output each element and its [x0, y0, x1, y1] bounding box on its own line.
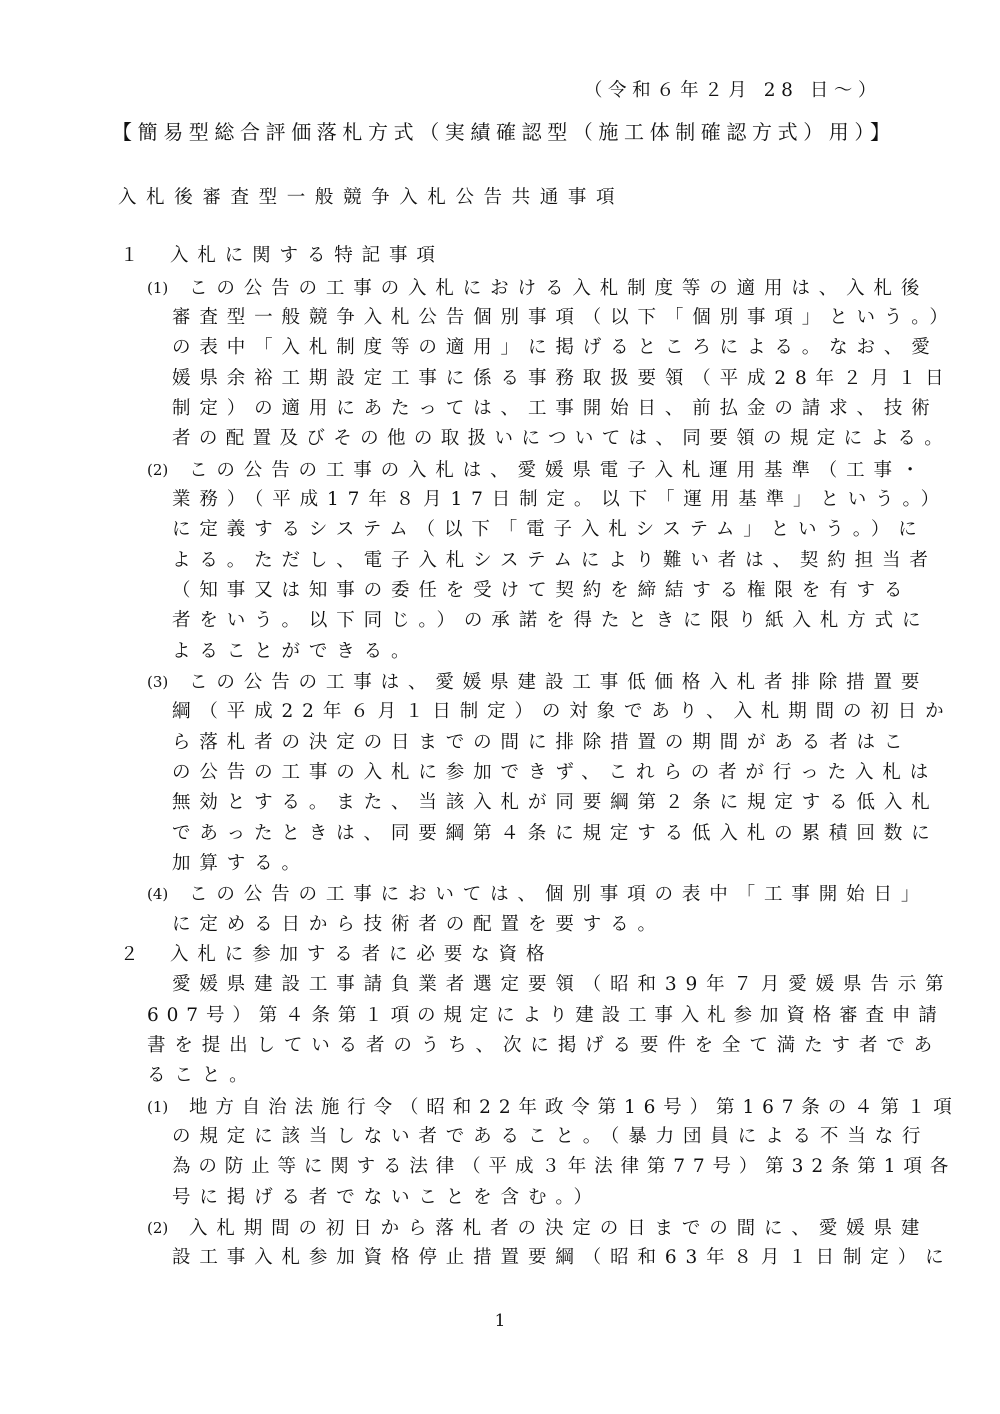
- item-line: ら落札者の決定の日までの間に排除措置の期間がある者はこ: [172, 732, 912, 753]
- item-number: (2): [147, 1219, 169, 1237]
- item-number: (3): [147, 673, 169, 691]
- section-intro-line: ること。: [147, 1065, 257, 1086]
- item-line: であったときは、同要綱第４条に規定する低入札の累積回数に: [172, 823, 939, 844]
- item-line: の表中「入札制度等の適用」に掲げるところによる。なお、愛: [172, 337, 939, 358]
- item-2-2: [147, 1215, 928, 1242]
- item-line: 加算する。: [172, 853, 309, 874]
- item-number: (2): [147, 461, 169, 479]
- item-line: 入札期間の初日から落札者の決定の日までの間に、愛媛県建: [189, 1218, 929, 1239]
- item-line: よる。ただし、電子入札システムにより難い者は、契約担当者: [172, 550, 937, 571]
- item-line: の規定に該当しない者であること。（暴力団員による不当な行: [172, 1126, 930, 1147]
- item-2-1: [147, 1094, 960, 1121]
- item-1-2: [147, 457, 928, 484]
- section-intro-line: 愛媛県建設工事請負業者選定要領（昭和39年７月愛媛県告示第: [172, 974, 953, 995]
- item-line: よることができる。: [172, 641, 419, 662]
- item-line: 号に掲げる者でないことを含む。）: [172, 1187, 601, 1208]
- section-title: 入札に参加する者に必要な資格: [170, 944, 554, 965]
- item-number: (1): [147, 1098, 169, 1116]
- item-line: 為の防止等に関する法律（平成３年法律第77号）第32条第1項各: [172, 1156, 957, 1177]
- document-subtitle: 入札後審査型一般競争入札公告共通事項: [118, 187, 625, 208]
- document-title: 【簡易型総合評価落札方式（実績確認型（施工体制確認方式）用）】: [112, 120, 896, 144]
- item-number: (1): [147, 279, 169, 297]
- item-line: 者をいう。以下同じ。）の承諾を得たときに限り紙入札方式に: [172, 610, 930, 631]
- item-line: の公告の工事の入札に参加できず、これらの者が行った入札は: [172, 762, 938, 783]
- item-line: 制定）の適用にあたっては、工事開始日、前払金の請求、技術: [172, 398, 939, 419]
- item-line: この公告の工事の入札における入札制度等の適用は、入札後: [189, 278, 929, 299]
- page-number: 1: [494, 1311, 506, 1331]
- section-intro-line: 書を提出している者のうち、次に掲げる要件を全て満たす者であ: [147, 1035, 942, 1056]
- section-intro-line: 607号）第４条第１項の規定により建設工事入札参加資格審査申請: [147, 1005, 945, 1026]
- section-number: １: [120, 245, 139, 266]
- item-line: 者の配置及びその他の取扱いについては、同要領の規定による。: [172, 428, 952, 449]
- item-line: この公告の工事は、愛媛県建設工事低価格入札者排除措置要: [189, 672, 929, 693]
- item-1-3: [147, 669, 928, 696]
- item-line: に定める日から技術者の配置を要する。: [172, 914, 665, 935]
- item-line: に定義するシステム（以下「電子入札システム」という。）に: [172, 519, 926, 540]
- item-1-1: [147, 275, 928, 302]
- item-line: 地方自治法施行令（昭和22年政令第16号）第167条の４第１項: [189, 1097, 960, 1118]
- item-number: (4): [147, 885, 169, 903]
- item-line: 審査型一般競争入札公告個別事項（以下「個別事項」という。）: [172, 307, 957, 328]
- section-1-heading: [120, 243, 444, 269]
- item-line: 無効とする。また、当該入札が同要綱第２条に規定する低入札: [172, 792, 939, 813]
- section-number: ２: [120, 944, 139, 965]
- item-line: 設工事入札参加資格停止措置要綱（昭和63年８月１日制定）に: [172, 1247, 953, 1268]
- item-line: 綱（平成22年６月１日制定）の対象であり、入札期間の初日か: [172, 701, 953, 722]
- item-line: この公告の工事の入札は、愛媛県電子入札運用基準（工事・: [189, 460, 929, 481]
- date-note: （令和６年２月 28 日～）: [583, 80, 882, 101]
- section-title: 入札に関する特記事項: [170, 245, 444, 266]
- item-line: 媛県余裕工期設定工事に係る事務取扱要領（平成28年２月１日: [172, 368, 953, 389]
- item-line: この公告の工事においては、個別事項の表中「工事開始日」: [189, 884, 929, 905]
- section-2-heading: [120, 942, 553, 968]
- item-1-4: [147, 881, 928, 908]
- item-line: 業務）（平成17年８月17日制定。以下「運用基準」という。）: [172, 489, 948, 510]
- item-line: （知事又は知事の委任を受けて契約を締結する権限を有する: [172, 580, 912, 601]
